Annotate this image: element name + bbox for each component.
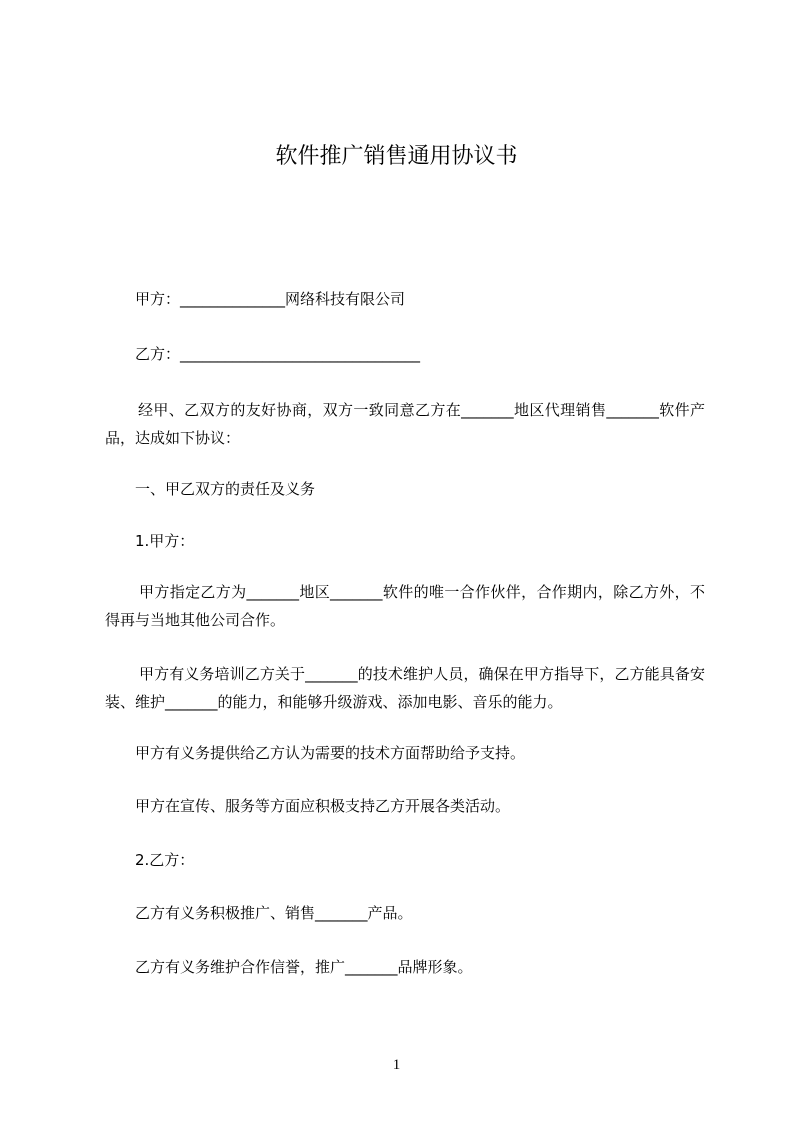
party-a-line: 甲方：______________网络科技有限公司 (135, 290, 406, 308)
document-title: 软件推广销售通用协议书 (275, 144, 518, 169)
subsection-party-a-heading: 1.甲方： (135, 532, 195, 550)
party-a-clause-2: 甲方有义务培训乙方关于_______的技术维护人员，确保在甲方指导下，乙方能具备安装、维护_______的能力，和能够升级游戏、添加电影、音乐的能力。 (105, 665, 705, 711)
party-a-clause-4: 甲方在宣传、服务等方面应积极支持乙方开展各类活动。 (135, 797, 511, 815)
subsection-party-b-heading: 2.乙方： (135, 851, 195, 869)
party-b-clause-1: 乙方有义务积极推广、销售_______产品。 (135, 904, 413, 922)
intro-paragraph: 经甲、乙双方的友好协商，双方一致同意乙方在_______地区代理销售_______软件产品，达成如下协议： (105, 401, 705, 447)
party-b-line: 乙方：________________________________ (135, 345, 421, 363)
party-b-clause-2: 乙方有义务维护合作信誉，推广_______品牌形象。 (135, 958, 473, 976)
section-1-heading: 一、甲乙双方的责任及义务 (135, 480, 316, 498)
party-a-clause-1: 甲方指定乙方为_______地区_______软件的唯一合作伙伴，合作期内，除乙方外，不得再与当地其他公司合作。 (105, 583, 705, 629)
page-number: 1 (392, 1057, 401, 1073)
party-a-clause-3: 甲方有义务提供给乙方认为需要的技术方面帮助给予支持。 (135, 744, 526, 762)
